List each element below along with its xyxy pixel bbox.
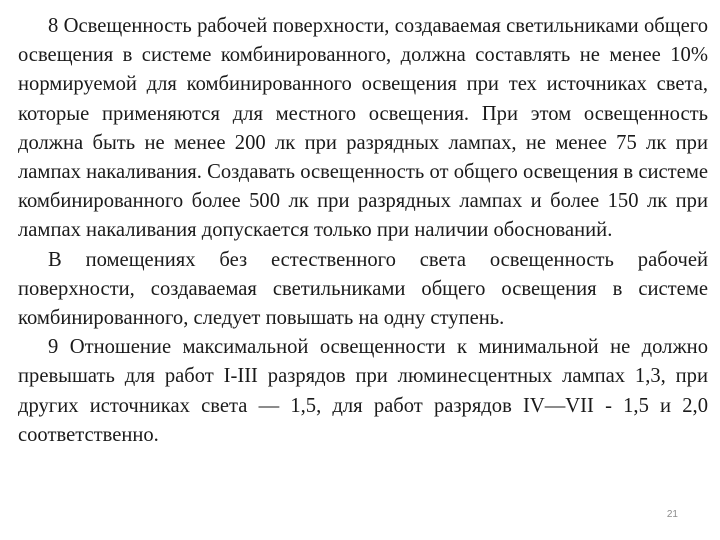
page-number: 21 [666, 509, 678, 520]
paragraph-no-daylight: В помещениях без естественного света освещенность рабочей поверхности, создаваемая светильниками общего освещения в системе комбинированного, следует повышать на одну ступень. [18, 248, 708, 330]
paragraph-section-8: 8 Освещенность рабочей поверхности, создаваемая светильниками общего освещения в системе комбинированного, должна составлять не менее 10% нормируемой для комбинированного освещения при тех источниках света, которые применяются для местного освещения. При этом освещенность должна быть не менее 200 лк при разрядных лампах, не менее 75 лк при лампах накаливания. Создавать освещенность от общего освещения в системе комбинированного более 500 лк при разрядных лампах и более 150 лк при лампах накаливания допускается только при наличии обоснований. [18, 15, 708, 242]
paragraph-section-9: 9 Отношение максимальной освещенности к минимальной не должно превышать для работ I-III разрядов при люминесцентных лампах 1,3, при других источниках света — 1,5, для работ разрядов IV—VII - 1,5 и 2,0 соответственно. [18, 336, 708, 446]
body-text [18, 12, 708, 450]
